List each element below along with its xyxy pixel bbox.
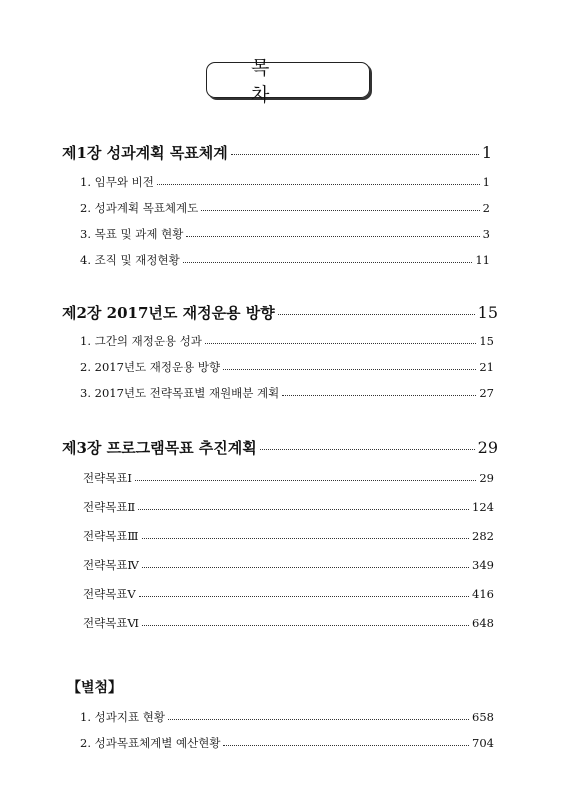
- toc-item[interactable]: [83, 615, 494, 631]
- item-page: 704: [472, 736, 494, 750]
- toc-item[interactable]: [80, 174, 490, 190]
- dot-leader: [201, 210, 479, 211]
- toc-item[interactable]: [80, 735, 494, 751]
- dot-leader: [282, 395, 476, 396]
- item-page: 658: [472, 710, 494, 724]
- item-label: 2. 성과계획 목표체계도: [80, 201, 199, 215]
- item-label: 2. 2017년도 재정운용 방향: [80, 360, 221, 374]
- item-page: 29: [479, 471, 494, 485]
- dot-leader: [260, 449, 475, 450]
- toc-item[interactable]: [80, 333, 494, 349]
- item-label: 1. 그간의 재정운용 성과: [80, 334, 202, 348]
- toc-item[interactable]: [83, 557, 494, 573]
- item-label: 전략목표Ⅱ: [83, 500, 136, 514]
- item-page: 1: [482, 175, 490, 189]
- toc-item[interactable]: [80, 226, 490, 242]
- item-label: 전략목표Ⅰ: [83, 471, 132, 485]
- item-page: 648: [472, 616, 494, 630]
- chapter-label: 제2장 2017년도 재정운용 방향: [62, 304, 275, 322]
- toc-item[interactable]: [80, 709, 494, 725]
- item-label: 전략목표Ⅴ: [83, 587, 136, 601]
- item-label: 3. 2017년도 전략목표별 재원배분 계획: [80, 386, 280, 400]
- toc-item[interactable]: [83, 470, 494, 486]
- item-page: 11: [475, 253, 490, 267]
- item-page: 21: [479, 360, 494, 374]
- chapter-label: 제1장 성과계획 목표체계: [62, 144, 228, 162]
- item-label: 3. 목표 및 과제 현황: [80, 227, 184, 241]
- dot-leader: [135, 480, 476, 481]
- toc-item[interactable]: [83, 499, 494, 515]
- item-page: 3: [482, 227, 490, 241]
- item-page: 15: [479, 334, 494, 348]
- chapter-page: 1: [481, 143, 492, 162]
- item-label: 전략목표Ⅳ: [83, 558, 139, 572]
- chapter-page: 29: [477, 438, 498, 457]
- item-label: 2. 성과목표체계별 예산현황: [80, 736, 221, 750]
- dot-leader: [183, 262, 473, 263]
- item-page: 124: [472, 500, 494, 514]
- dot-leader: [142, 538, 470, 539]
- toc-item[interactable]: [80, 252, 490, 268]
- dot-leader: [142, 625, 469, 626]
- toc-chapter-2[interactable]: [62, 302, 498, 323]
- dot-leader: [186, 236, 479, 237]
- dot-leader: [278, 314, 475, 315]
- item-label: 전략목표Ⅵ: [83, 616, 140, 630]
- item-page: 27: [479, 386, 494, 400]
- item-label: 1. 임무와 비전: [80, 175, 154, 189]
- item-label: 1. 성과지표 현황: [80, 710, 165, 724]
- toc-item[interactable]: [80, 200, 490, 216]
- item-label: 4. 조직 및 재정현황: [80, 253, 180, 267]
- toc-item[interactable]: [83, 586, 494, 602]
- chapter-label: 제3장 프로그램목표 추진계획: [62, 439, 257, 457]
- toc-item[interactable]: [83, 528, 494, 544]
- dot-leader: [231, 154, 479, 155]
- toc-chapter-3[interactable]: [62, 437, 498, 458]
- toc-item[interactable]: [80, 385, 494, 401]
- chapter-page: 15: [477, 303, 498, 322]
- dot-leader: [139, 596, 469, 597]
- item-page: 2: [482, 201, 490, 215]
- dot-leader: [142, 567, 469, 568]
- item-page: 349: [472, 558, 494, 572]
- item-page: 416: [472, 587, 494, 601]
- toc-title: 목 차: [206, 62, 370, 98]
- dot-leader: [223, 745, 469, 746]
- dot-leader: [157, 184, 480, 185]
- item-page: 282: [472, 529, 494, 543]
- item-label: 전략목표Ⅲ: [83, 529, 139, 543]
- toc-item[interactable]: [80, 359, 494, 375]
- toc-chapter-1[interactable]: [62, 142, 492, 163]
- dot-leader: [205, 343, 476, 344]
- annex-heading: 【별첨】: [67, 680, 123, 696]
- dot-leader: [168, 719, 469, 720]
- dot-leader: [223, 369, 476, 370]
- dot-leader: [138, 509, 469, 510]
